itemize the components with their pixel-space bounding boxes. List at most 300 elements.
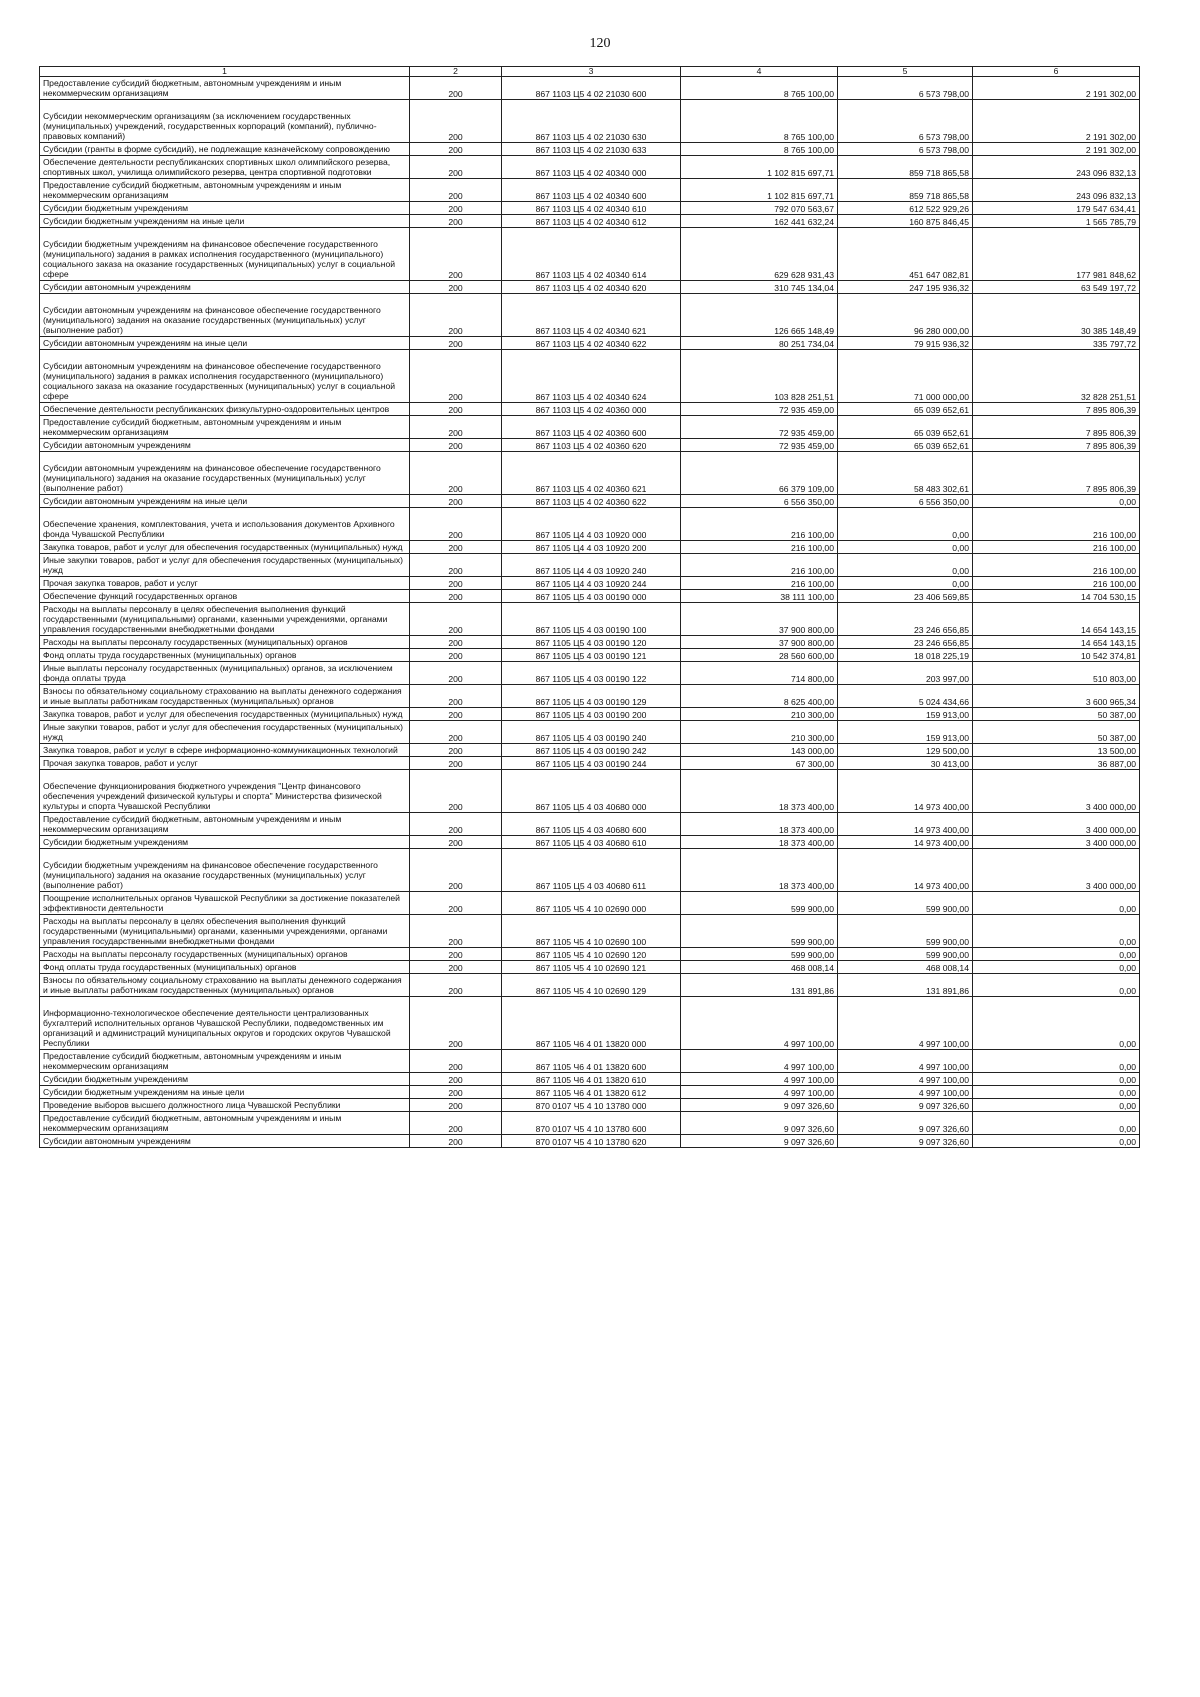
table-row	[40, 997, 1140, 1050]
table-row	[40, 849, 1140, 892]
row-budget-classification: 870 0107 Ч5 4 10 13780 000	[502, 1099, 681, 1112]
row-value-col4: 216 100,00	[681, 554, 838, 577]
row-budget-classification: 867 1103 Ц5 4 02 21030 630	[502, 100, 681, 143]
column-header: 4	[681, 67, 838, 77]
row-budget-classification: 867 1105 Ч5 4 10 02690 120	[502, 948, 681, 961]
row-value-col5: 203 997,00	[838, 662, 973, 685]
row-value-col5: 96 280 000,00	[838, 294, 973, 337]
table-row	[40, 636, 1140, 649]
row-description: Обеспечение хранения, комплектования, учета и использования документов Архивного фонда Чувашской Республики	[40, 508, 410, 541]
row-value-col4: 9 097 326,60	[681, 1135, 838, 1148]
row-description: Субсидии автономным учреждениям	[40, 1135, 410, 1148]
row-code: 200	[410, 757, 502, 770]
row-value-col4: 6 556 350,00	[681, 495, 838, 508]
row-code: 200	[410, 649, 502, 662]
row-description: Субсидии автономным учреждениям на финансовое обеспечение государственного (муниципального) задания в рамках исполнения государственного (муниципального) социального заказа на оказание государственных (муниципальных) услуг в социальной сфере	[40, 350, 410, 403]
row-value-col5: 4 997 100,00	[838, 1073, 973, 1086]
row-code: 200	[410, 836, 502, 849]
header-row	[40, 67, 1140, 77]
table-row	[40, 948, 1140, 961]
row-value-col6: 50 387,00	[973, 708, 1140, 721]
row-value-col5: 6 556 350,00	[838, 495, 973, 508]
row-value-col4: 18 373 400,00	[681, 813, 838, 836]
row-code: 200	[410, 100, 502, 143]
row-description: Взносы по обязательному социальному страхованию на выплаты денежного содержания и иные выплаты работникам государственных (муниципальных) органов	[40, 685, 410, 708]
row-budget-classification: 867 1103 Ц5 4 02 40340 614	[502, 228, 681, 281]
row-value-col6: 2 191 302,00	[973, 77, 1140, 100]
table-row	[40, 662, 1140, 685]
row-budget-classification: 867 1105 Ц5 4 03 00190 120	[502, 636, 681, 649]
row-value-col4: 1 102 815 697,71	[681, 156, 838, 179]
row-value-col6: 0,00	[973, 892, 1140, 915]
row-value-col6: 7 895 806,39	[973, 439, 1140, 452]
row-budget-classification: 867 1105 Ц5 4 03 00190 240	[502, 721, 681, 744]
table-row	[40, 770, 1140, 813]
row-value-col6: 3 400 000,00	[973, 836, 1140, 849]
row-description: Фонд оплаты труда государственных (муниципальных) органов	[40, 649, 410, 662]
row-value-col5: 30 413,00	[838, 757, 973, 770]
row-code: 200	[410, 202, 502, 215]
table-row	[40, 1073, 1140, 1086]
row-code: 200	[410, 1099, 502, 1112]
row-value-col4: 4 997 100,00	[681, 997, 838, 1050]
row-budget-classification: 867 1105 Ц5 4 03 00190 100	[502, 603, 681, 636]
row-description: Субсидии автономным учреждениям на финансовое обеспечение государственного (муниципального) задания на оказание государственных (муниципальных) услуг (выполнение работ)	[40, 452, 410, 495]
row-budget-classification: 867 1105 Ц5 4 03 40680 610	[502, 836, 681, 849]
row-value-col6: 216 100,00	[973, 541, 1140, 554]
row-value-col4: 18 373 400,00	[681, 849, 838, 892]
row-budget-classification: 867 1105 Ц4 4 03 10920 000	[502, 508, 681, 541]
table-row	[40, 215, 1140, 228]
table-row	[40, 416, 1140, 439]
row-budget-classification: 867 1105 Ч5 4 10 02690 121	[502, 961, 681, 974]
row-value-col5: 65 039 652,61	[838, 403, 973, 416]
row-budget-classification: 870 0107 Ч5 4 10 13780 620	[502, 1135, 681, 1148]
row-value-col5: 5 024 434,66	[838, 685, 973, 708]
row-value-col6: 0,00	[973, 1135, 1140, 1148]
row-value-col5: 14 973 400,00	[838, 836, 973, 849]
row-budget-classification: 867 1103 Ц5 4 02 40340 000	[502, 156, 681, 179]
row-value-col4: 310 745 134,04	[681, 281, 838, 294]
row-value-col6: 216 100,00	[973, 508, 1140, 541]
table-row	[40, 961, 1140, 974]
row-budget-classification: 870 0107 Ч5 4 10 13780 600	[502, 1112, 681, 1135]
row-value-col5: 4 997 100,00	[838, 997, 973, 1050]
row-value-col5: 6 573 798,00	[838, 143, 973, 156]
table-row	[40, 744, 1140, 757]
table-row	[40, 1135, 1140, 1148]
row-value-col6: 1 565 785,79	[973, 215, 1140, 228]
row-value-col5: 599 900,00	[838, 892, 973, 915]
row-description: Расходы на выплаты персоналу государственных (муниципальных) органов	[40, 948, 410, 961]
column-header: 1	[40, 67, 410, 77]
row-code: 200	[410, 554, 502, 577]
row-description: Субсидии бюджетным учреждениям	[40, 202, 410, 215]
row-description: Предоставление субсидий бюджетным, автономным учреждениям и иным некоммерческим организациям	[40, 1112, 410, 1135]
row-description: Субсидии бюджетным учреждениям на финансовое обеспечение государственного (муниципального) задания в рамках исполнения государственного (муниципального) социального заказа на оказание государственных (муниципальных) услуг в социальной сфере	[40, 228, 410, 281]
row-budget-classification: 867 1105 Ч5 4 10 02690 129	[502, 974, 681, 997]
row-code: 200	[410, 350, 502, 403]
row-description: Субсидии бюджетным учреждениям на иные цели	[40, 215, 410, 228]
row-budget-classification: 867 1103 Ц5 4 02 21030 600	[502, 77, 681, 100]
row-value-col6: 0,00	[973, 1112, 1140, 1135]
row-budget-classification: 867 1103 Ц5 4 02 40360 620	[502, 439, 681, 452]
table-row	[40, 590, 1140, 603]
row-value-col5: 9 097 326,60	[838, 1099, 973, 1112]
row-value-col4: 468 008,14	[681, 961, 838, 974]
row-code: 200	[410, 744, 502, 757]
table-row	[40, 721, 1140, 744]
table-row	[40, 1112, 1140, 1135]
table-row	[40, 541, 1140, 554]
row-code: 200	[410, 403, 502, 416]
row-value-col4: 792 070 563,67	[681, 202, 838, 215]
row-description: Субсидии некоммерческим организациям (за исключением государственных (муниципальных) учреждений, государственных корпораций (компаний), публично-правовых компаний)	[40, 100, 410, 143]
row-value-col5: 159 913,00	[838, 721, 973, 744]
budget-report-table	[39, 66, 1140, 1148]
row-code: 200	[410, 1050, 502, 1073]
row-budget-classification: 867 1105 Ч6 4 01 13820 600	[502, 1050, 681, 1073]
row-budget-classification: 867 1103 Ц5 4 02 21030 633	[502, 143, 681, 156]
row-budget-classification: 867 1103 Ц5 4 02 40340 624	[502, 350, 681, 403]
table-row	[40, 439, 1140, 452]
row-value-col5: 0,00	[838, 554, 973, 577]
row-value-col6: 50 387,00	[973, 721, 1140, 744]
column-header: 6	[973, 67, 1140, 77]
row-code: 200	[410, 590, 502, 603]
row-budget-classification: 867 1105 Ц4 4 03 10920 200	[502, 541, 681, 554]
row-description: Проведение выборов высшего должностного лица Чувашской Республики	[40, 1099, 410, 1112]
row-code: 200	[410, 1073, 502, 1086]
row-value-col6: 0,00	[973, 948, 1140, 961]
row-value-col5: 159 913,00	[838, 708, 973, 721]
row-value-col6: 13 500,00	[973, 744, 1140, 757]
row-description: Иные выплаты персоналу государственных (муниципальных) органов, за исключением фонда оплаты труда	[40, 662, 410, 685]
row-value-col5: 129 500,00	[838, 744, 973, 757]
row-description: Обеспечение функций государственных органов	[40, 590, 410, 603]
table-row	[40, 156, 1140, 179]
row-value-col6: 14 654 143,15	[973, 636, 1140, 649]
row-code: 200	[410, 636, 502, 649]
row-code: 200	[410, 662, 502, 685]
table-row	[40, 554, 1140, 577]
row-budget-classification: 867 1105 Ч6 4 01 13820 612	[502, 1086, 681, 1099]
row-value-col6: 0,00	[973, 1086, 1140, 1099]
row-description: Предоставление субсидий бюджетным, автономным учреждениям и иным некоммерческим организациям	[40, 416, 410, 439]
row-code: 200	[410, 813, 502, 836]
row-budget-classification: 867 1103 Ц5 4 02 40340 621	[502, 294, 681, 337]
row-value-col6: 2 191 302,00	[973, 100, 1140, 143]
row-value-col4: 8 765 100,00	[681, 100, 838, 143]
row-description: Закупка товаров, работ и услуг для обеспечения государственных (муниципальных) нужд	[40, 708, 410, 721]
table-row	[40, 813, 1140, 836]
row-budget-classification: 867 1105 Ц5 4 03 00190 129	[502, 685, 681, 708]
row-value-col4: 599 900,00	[681, 892, 838, 915]
row-description: Закупка товаров, работ и услуг для обеспечения государственных (муниципальных) нужд	[40, 541, 410, 554]
row-value-col4: 38 111 100,00	[681, 590, 838, 603]
table-row	[40, 1099, 1140, 1112]
row-description: Субсидии автономным учреждениям	[40, 281, 410, 294]
table-row	[40, 836, 1140, 849]
row-code: 200	[410, 439, 502, 452]
row-budget-classification: 867 1103 Ц5 4 02 40340 610	[502, 202, 681, 215]
table-row	[40, 143, 1140, 156]
row-value-col4: 4 997 100,00	[681, 1050, 838, 1073]
table-row	[40, 452, 1140, 495]
table-row	[40, 495, 1140, 508]
column-header: 2	[410, 67, 502, 77]
row-value-col5: 131 891,86	[838, 974, 973, 997]
row-code: 200	[410, 603, 502, 636]
row-value-col6: 3 400 000,00	[973, 849, 1140, 892]
row-value-col6: 0,00	[973, 1073, 1140, 1086]
row-value-col5: 65 039 652,61	[838, 439, 973, 452]
row-value-col4: 599 900,00	[681, 915, 838, 948]
row-description: Расходы на выплаты персоналу в целях обеспечения выполнения функций государственными (муниципальными) органами, казенными учреждениями, органами управления государственными внебюджетными фондами	[40, 603, 410, 636]
row-value-col5: 14 973 400,00	[838, 813, 973, 836]
row-code: 200	[410, 915, 502, 948]
row-description: Фонд оплаты труда государственных (муниципальных) органов	[40, 961, 410, 974]
row-value-col5: 6 573 798,00	[838, 100, 973, 143]
row-value-col4: 714 800,00	[681, 662, 838, 685]
row-description: Иные закупки товаров, работ и услуг для обеспечения государственных (муниципальных) нужд	[40, 721, 410, 744]
row-description: Предоставление субсидий бюджетным, автономным учреждениям и иным некоммерческим организациям	[40, 1050, 410, 1073]
table-row	[40, 403, 1140, 416]
row-value-col5: 0,00	[838, 541, 973, 554]
row-description: Субсидии автономным учреждениям на финансовое обеспечение государственного (муниципального) задания на оказание государственных (муниципальных) услуг (выполнение работ)	[40, 294, 410, 337]
row-value-col6: 335 797,72	[973, 337, 1140, 350]
row-value-col4: 4 997 100,00	[681, 1086, 838, 1099]
row-value-col4: 9 097 326,60	[681, 1112, 838, 1135]
row-value-col5: 599 900,00	[838, 948, 973, 961]
row-value-col5: 451 647 082,81	[838, 228, 973, 281]
table-row	[40, 228, 1140, 281]
row-description: Обеспечение деятельности республиканских физкультурно-оздоровительных центров	[40, 403, 410, 416]
row-description: Расходы на выплаты персоналу государственных (муниципальных) органов	[40, 636, 410, 649]
row-code: 200	[410, 228, 502, 281]
row-budget-classification: 867 1105 Ц5 4 03 00190 122	[502, 662, 681, 685]
row-value-col6: 0,00	[973, 961, 1140, 974]
row-value-col6: 179 547 634,41	[973, 202, 1140, 215]
row-value-col5: 859 718 865,58	[838, 179, 973, 202]
row-value-col5: 4 997 100,00	[838, 1086, 973, 1099]
row-value-col4: 66 379 109,00	[681, 452, 838, 495]
row-value-col5: 0,00	[838, 577, 973, 590]
row-code: 200	[410, 961, 502, 974]
row-value-col5: 23 246 656,85	[838, 603, 973, 636]
row-description: Субсидии бюджетным учреждениям на иные цели	[40, 1086, 410, 1099]
row-value-col5: 599 900,00	[838, 915, 973, 948]
row-value-col5: 18 018 225,19	[838, 649, 973, 662]
row-value-col4: 162 441 632,24	[681, 215, 838, 228]
row-description: Предоставление субсидий бюджетным, автономным учреждениям и иным некоммерческим организациям	[40, 77, 410, 100]
row-value-col4: 37 900 800,00	[681, 603, 838, 636]
row-value-col6: 10 542 374,81	[973, 649, 1140, 662]
row-description: Обеспечение деятельности республиканских спортивных школ олимпийского резерва, спортивных школ, училища олимпийского резерва, центра спортивной подготовки	[40, 156, 410, 179]
row-description: Предоставление субсидий бюджетным, автономным учреждениям и иным некоммерческим организациям	[40, 813, 410, 836]
row-code: 200	[410, 721, 502, 744]
row-value-col5: 160 875 846,45	[838, 215, 973, 228]
row-code: 200	[410, 215, 502, 228]
row-value-col6: 510 803,00	[973, 662, 1140, 685]
row-budget-classification: 867 1105 Ц5 4 03 00190 121	[502, 649, 681, 662]
table-row	[40, 1050, 1140, 1073]
row-value-col6: 216 100,00	[973, 577, 1140, 590]
row-budget-classification: 867 1105 Ч6 4 01 13820 610	[502, 1073, 681, 1086]
row-value-col5: 0,00	[838, 508, 973, 541]
row-value-col4: 67 300,00	[681, 757, 838, 770]
row-budget-classification: 867 1105 Ц4 4 03 10920 240	[502, 554, 681, 577]
row-value-col5: 9 097 326,60	[838, 1135, 973, 1148]
row-value-col5: 14 973 400,00	[838, 849, 973, 892]
row-code: 200	[410, 1086, 502, 1099]
row-description: Обеспечение функционирования бюджетного учреждения "Центр финансового обеспечения учреждений физической культуры и спорта" Министерства физической культуры и спорта Чувашской Республики	[40, 770, 410, 813]
row-value-col4: 629 628 931,43	[681, 228, 838, 281]
table-row	[40, 281, 1140, 294]
row-value-col4: 4 997 100,00	[681, 1073, 838, 1086]
row-value-col6: 7 895 806,39	[973, 403, 1140, 416]
row-value-col4: 143 000,00	[681, 744, 838, 757]
table-row	[40, 685, 1140, 708]
row-value-col6: 216 100,00	[973, 554, 1140, 577]
row-code: 200	[410, 577, 502, 590]
row-value-col6: 2 191 302,00	[973, 143, 1140, 156]
row-value-col6: 243 096 832,13	[973, 156, 1140, 179]
row-value-col4: 80 251 734,04	[681, 337, 838, 350]
row-value-col5: 58 483 302,61	[838, 452, 973, 495]
row-description: Предоставление субсидий бюджетным, автономным учреждениям и иным некоммерческим организациям	[40, 179, 410, 202]
row-budget-classification: 867 1105 Ц5 4 03 40680 000	[502, 770, 681, 813]
row-budget-classification: 867 1105 Ц5 4 03 40680 611	[502, 849, 681, 892]
row-code: 200	[410, 708, 502, 721]
row-description: Субсидии автономным учреждениям	[40, 439, 410, 452]
row-budget-classification: 867 1103 Ц5 4 02 40360 600	[502, 416, 681, 439]
row-code: 200	[410, 294, 502, 337]
row-value-col5: 71 000 000,00	[838, 350, 973, 403]
row-value-col5: 247 195 936,32	[838, 281, 973, 294]
row-description: Субсидии автономным учреждениям на иные цели	[40, 495, 410, 508]
table-row	[40, 202, 1140, 215]
row-value-col4: 216 100,00	[681, 577, 838, 590]
row-code: 200	[410, 948, 502, 961]
table-row	[40, 974, 1140, 997]
row-description: Субсидии бюджетным учреждениям на финансовое обеспечение государственного (муниципального) задания на оказание государственных (муниципальных) услуг (выполнение работ)	[40, 849, 410, 892]
row-code: 200	[410, 337, 502, 350]
row-code: 200	[410, 849, 502, 892]
row-value-col6: 30 385 148,49	[973, 294, 1140, 337]
row-value-col6: 243 096 832,13	[973, 179, 1140, 202]
row-description: Расходы на выплаты персоналу в целях обеспечения выполнения функций государственными (муниципальными) органами, казенными учреждениями, органами управления государственными внебюджетными фондами	[40, 915, 410, 948]
row-value-col6: 0,00	[973, 495, 1140, 508]
row-value-col6: 0,00	[973, 915, 1140, 948]
table-row	[40, 179, 1140, 202]
row-value-col6: 3 400 000,00	[973, 770, 1140, 813]
row-code: 200	[410, 997, 502, 1050]
row-value-col5: 79 915 936,32	[838, 337, 973, 350]
table-row	[40, 915, 1140, 948]
row-value-col4: 210 300,00	[681, 708, 838, 721]
row-value-col6: 0,00	[973, 997, 1140, 1050]
row-code: 200	[410, 974, 502, 997]
table-row	[40, 708, 1140, 721]
row-value-col5: 6 573 798,00	[838, 77, 973, 100]
row-budget-classification: 867 1105 Ц5 4 03 00190 244	[502, 757, 681, 770]
row-code: 200	[410, 508, 502, 541]
table-row	[40, 350, 1140, 403]
row-value-col4: 9 097 326,60	[681, 1099, 838, 1112]
row-value-col5: 23 406 569,85	[838, 590, 973, 603]
row-value-col6: 3 400 000,00	[973, 813, 1140, 836]
row-value-col5: 23 246 656,85	[838, 636, 973, 649]
row-value-col4: 72 935 459,00	[681, 439, 838, 452]
row-value-col5: 859 718 865,58	[838, 156, 973, 179]
table-row	[40, 577, 1140, 590]
row-description: Закупка товаров, работ и услуг в сфере информационно-коммуникационных технологий	[40, 744, 410, 757]
table-row	[40, 892, 1140, 915]
row-value-col6: 3 600 965,34	[973, 685, 1140, 708]
row-value-col5: 4 997 100,00	[838, 1050, 973, 1073]
row-code: 200	[410, 541, 502, 554]
table-row	[40, 77, 1140, 100]
row-value-col5: 65 039 652,61	[838, 416, 973, 439]
row-code: 200	[410, 416, 502, 439]
table-row	[40, 603, 1140, 636]
row-budget-classification: 867 1105 Ц5 4 03 40680 600	[502, 813, 681, 836]
row-code: 200	[410, 143, 502, 156]
row-value-col4: 216 100,00	[681, 508, 838, 541]
row-value-col5: 9 097 326,60	[838, 1112, 973, 1135]
table-row	[40, 508, 1140, 541]
table-body	[40, 77, 1140, 1148]
row-code: 200	[410, 156, 502, 179]
row-value-col6: 36 887,00	[973, 757, 1140, 770]
row-value-col6: 177 981 848,62	[973, 228, 1140, 281]
row-value-col6: 0,00	[973, 1099, 1140, 1112]
row-budget-classification: 867 1103 Ц5 4 02 40340 622	[502, 337, 681, 350]
row-description: Прочая закупка товаров, работ и услуг	[40, 757, 410, 770]
row-description: Иные закупки товаров, работ и услуг для обеспечения государственных (муниципальных) нужд	[40, 554, 410, 577]
row-value-col6: 7 895 806,39	[973, 452, 1140, 495]
row-value-col4: 216 100,00	[681, 541, 838, 554]
row-description: Субсидии бюджетным учреждениям	[40, 1073, 410, 1086]
row-value-col4: 18 373 400,00	[681, 836, 838, 849]
table-row	[40, 294, 1140, 337]
row-code: 200	[410, 179, 502, 202]
row-description: Субсидии бюджетным учреждениям	[40, 836, 410, 849]
row-code: 200	[410, 685, 502, 708]
row-budget-classification: 867 1105 Ч5 4 10 02690 100	[502, 915, 681, 948]
row-budget-classification: 867 1105 Ц5 4 03 00190 242	[502, 744, 681, 757]
page-number: 120	[589, 36, 611, 51]
table-row	[40, 100, 1140, 143]
column-header: 3	[502, 67, 681, 77]
row-budget-classification: 867 1103 Ц5 4 02 40360 000	[502, 403, 681, 416]
row-value-col6: 0,00	[973, 974, 1140, 997]
row-budget-classification: 867 1103 Ц5 4 02 40340 612	[502, 215, 681, 228]
row-code: 200	[410, 892, 502, 915]
row-value-col6: 63 549 197,72	[973, 281, 1140, 294]
row-budget-classification: 867 1103 Ц5 4 02 40360 621	[502, 452, 681, 495]
row-value-col4: 599 900,00	[681, 948, 838, 961]
row-value-col6: 14 704 530,15	[973, 590, 1140, 603]
row-value-col4: 131 891,86	[681, 974, 838, 997]
row-description: Субсидии (гранты в форме субсидий), не подлежащие казначейскому сопровождению	[40, 143, 410, 156]
row-value-col4: 8 765 100,00	[681, 77, 838, 100]
row-budget-classification: 867 1103 Ц5 4 02 40340 620	[502, 281, 681, 294]
row-budget-classification: 867 1105 Ч6 4 01 13820 000	[502, 997, 681, 1050]
row-code: 200	[410, 77, 502, 100]
row-budget-classification: 867 1105 Ч5 4 10 02690 000	[502, 892, 681, 915]
